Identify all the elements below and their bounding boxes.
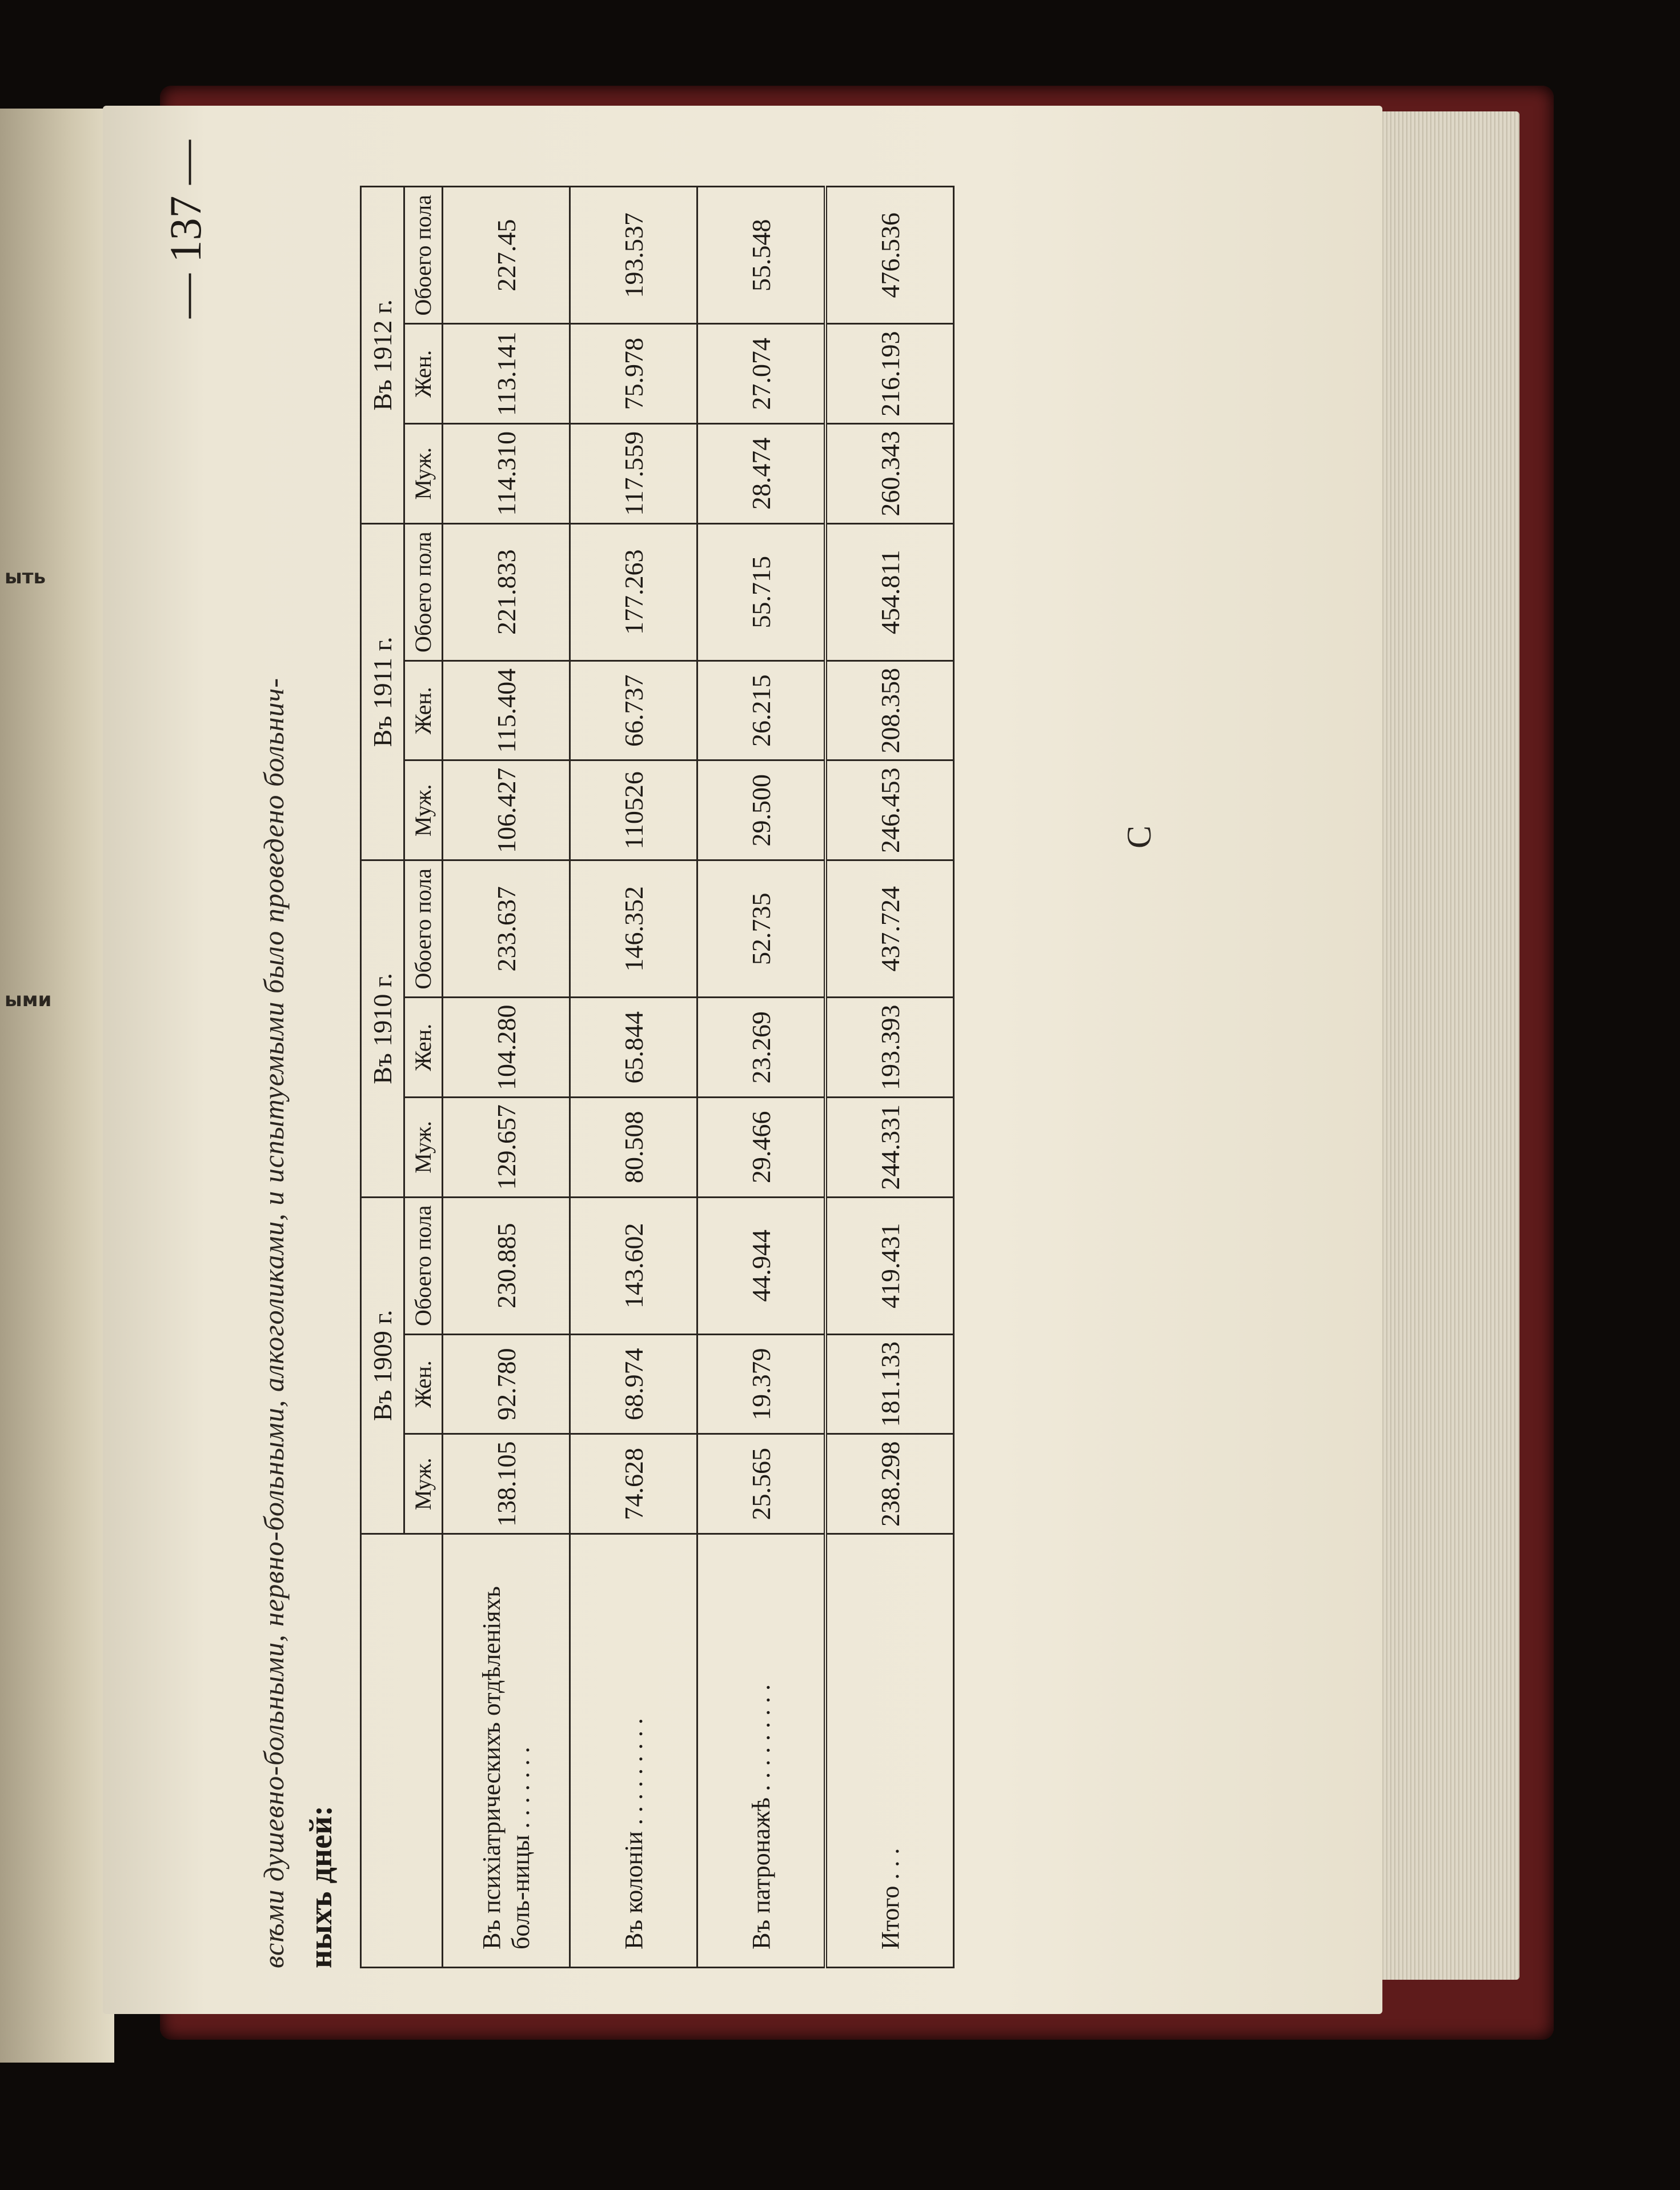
bleed-through-text: [1171, 1031, 1680, 2174]
table-cell: 216.193: [825, 324, 954, 424]
table-cell: 238.298: [825, 1434, 954, 1534]
sub-header: Жен.: [404, 998, 443, 1098]
table-cell: 75.978: [570, 324, 697, 424]
table-cell: 476.536: [825, 187, 954, 324]
row-label: Въ патронажѣ . . . . . . . . .: [697, 1534, 826, 1968]
table-cell: 92.780: [443, 1334, 570, 1434]
table-cell: 143.602: [570, 1197, 697, 1334]
table-cell: 260.343: [825, 424, 954, 524]
table-cell: 419.431: [825, 1197, 954, 1334]
left-page-word: ыть: [5, 566, 46, 588]
table-cell: 227.45: [443, 187, 570, 324]
table-cell: 104.280: [443, 998, 570, 1098]
table-cell: 74.628: [570, 1434, 697, 1534]
total-row: [825, 187, 954, 1968]
table-cell: 66.737: [570, 660, 697, 760]
table-cell: 233.637: [443, 860, 570, 998]
table-cell: 55.548: [697, 187, 826, 324]
table-cell: 68.974: [570, 1334, 697, 1434]
sub-header: Муж.: [404, 1434, 443, 1534]
left-page-word: ыми: [5, 988, 52, 1011]
table-row: [697, 187, 826, 1968]
table-cell: 113.141: [443, 324, 570, 424]
table-cell: 129.657: [443, 1097, 570, 1197]
table-cell: 117.559: [570, 424, 697, 524]
table-cell: 230.885: [443, 1197, 570, 1334]
table-cell: 23.269: [697, 998, 826, 1098]
row-label: Въ психіатрическихъ отдѣленіяхъ боль-ницы . . . . . . .: [443, 1534, 570, 1968]
year-header: Въ 1912 г.: [361, 187, 404, 524]
year-header: Въ 1909 г.: [361, 1197, 404, 1534]
handwritten-mark: С: [1120, 825, 1158, 848]
book-page: [103, 106, 1382, 2014]
page-number: — 137 —: [161, 140, 210, 318]
table-cell: 115.404: [443, 660, 570, 760]
header-text-continued: ныхъ дней:: [303, 1805, 339, 1968]
table-cell: 25.565: [697, 1434, 826, 1534]
table-cell: 106.427: [443, 760, 570, 860]
table-cell: 52.735: [697, 860, 826, 998]
table-cell: 65.844: [570, 998, 697, 1098]
header-text: всѣми душевно-больными, нервно-больными, алкоголиками, и испытуемыми было проведено больнич-: [258, 677, 290, 1968]
sub-header: Обоего пола: [404, 523, 443, 660]
table-cell: 55.715: [697, 523, 826, 660]
table-cell: 454.811: [825, 523, 954, 660]
table-cell: 138.105: [443, 1434, 570, 1534]
table-cell: 181.133: [825, 1334, 954, 1434]
rotated-page-content: [114, 117, 1371, 2003]
table-cell: 26.215: [697, 660, 826, 760]
table-cell: 146.352: [570, 860, 697, 998]
table-cell: 29.500: [697, 760, 826, 860]
table-cell: 80.508: [570, 1097, 697, 1197]
table-row: [443, 187, 570, 1968]
left-page-edge: [0, 109, 114, 2063]
row-label-header: [361, 1534, 443, 1968]
sub-header: Обоего пола: [404, 1197, 443, 1334]
sub-header: Муж.: [404, 760, 443, 860]
sub-header: Муж.: [404, 424, 443, 524]
year-header: Въ 1911 г.: [361, 523, 404, 860]
table-cell: 193.537: [570, 187, 697, 324]
table-cell: 208.358: [825, 660, 954, 760]
sub-header: Обоего пола: [404, 860, 443, 998]
sub-header: Жен.: [404, 660, 443, 760]
sub-header: Жен.: [404, 324, 443, 424]
sub-header: Муж.: [404, 1097, 443, 1197]
table-cell: 246.453: [825, 760, 954, 860]
table-cell: 19.379: [697, 1334, 826, 1434]
table-cell: 114.310: [443, 424, 570, 524]
year-header: Въ 1910 г.: [361, 860, 404, 1197]
total-label: Итого . . .: [825, 1534, 954, 1968]
table-cell: 29.466: [697, 1097, 826, 1197]
table-cell: 28.474: [697, 424, 826, 524]
table-cell: 110526: [570, 760, 697, 860]
table-cell: 44.944: [697, 1197, 826, 1334]
table-cell: 177.263: [570, 523, 697, 660]
row-label: Въ колоніи . . . . . . . . .: [570, 1534, 697, 1968]
sub-header: Жен.: [404, 1334, 443, 1434]
table-cell: 27.074: [697, 324, 826, 424]
table-row: [570, 187, 697, 1968]
sub-header: Обоего пола: [404, 187, 443, 324]
table-cell: 437.724: [825, 860, 954, 998]
statistics-table: [360, 186, 955, 1968]
table-cell: 193.393: [825, 998, 954, 1098]
table-cell: 244.331: [825, 1097, 954, 1197]
table-cell: 221.833: [443, 523, 570, 660]
